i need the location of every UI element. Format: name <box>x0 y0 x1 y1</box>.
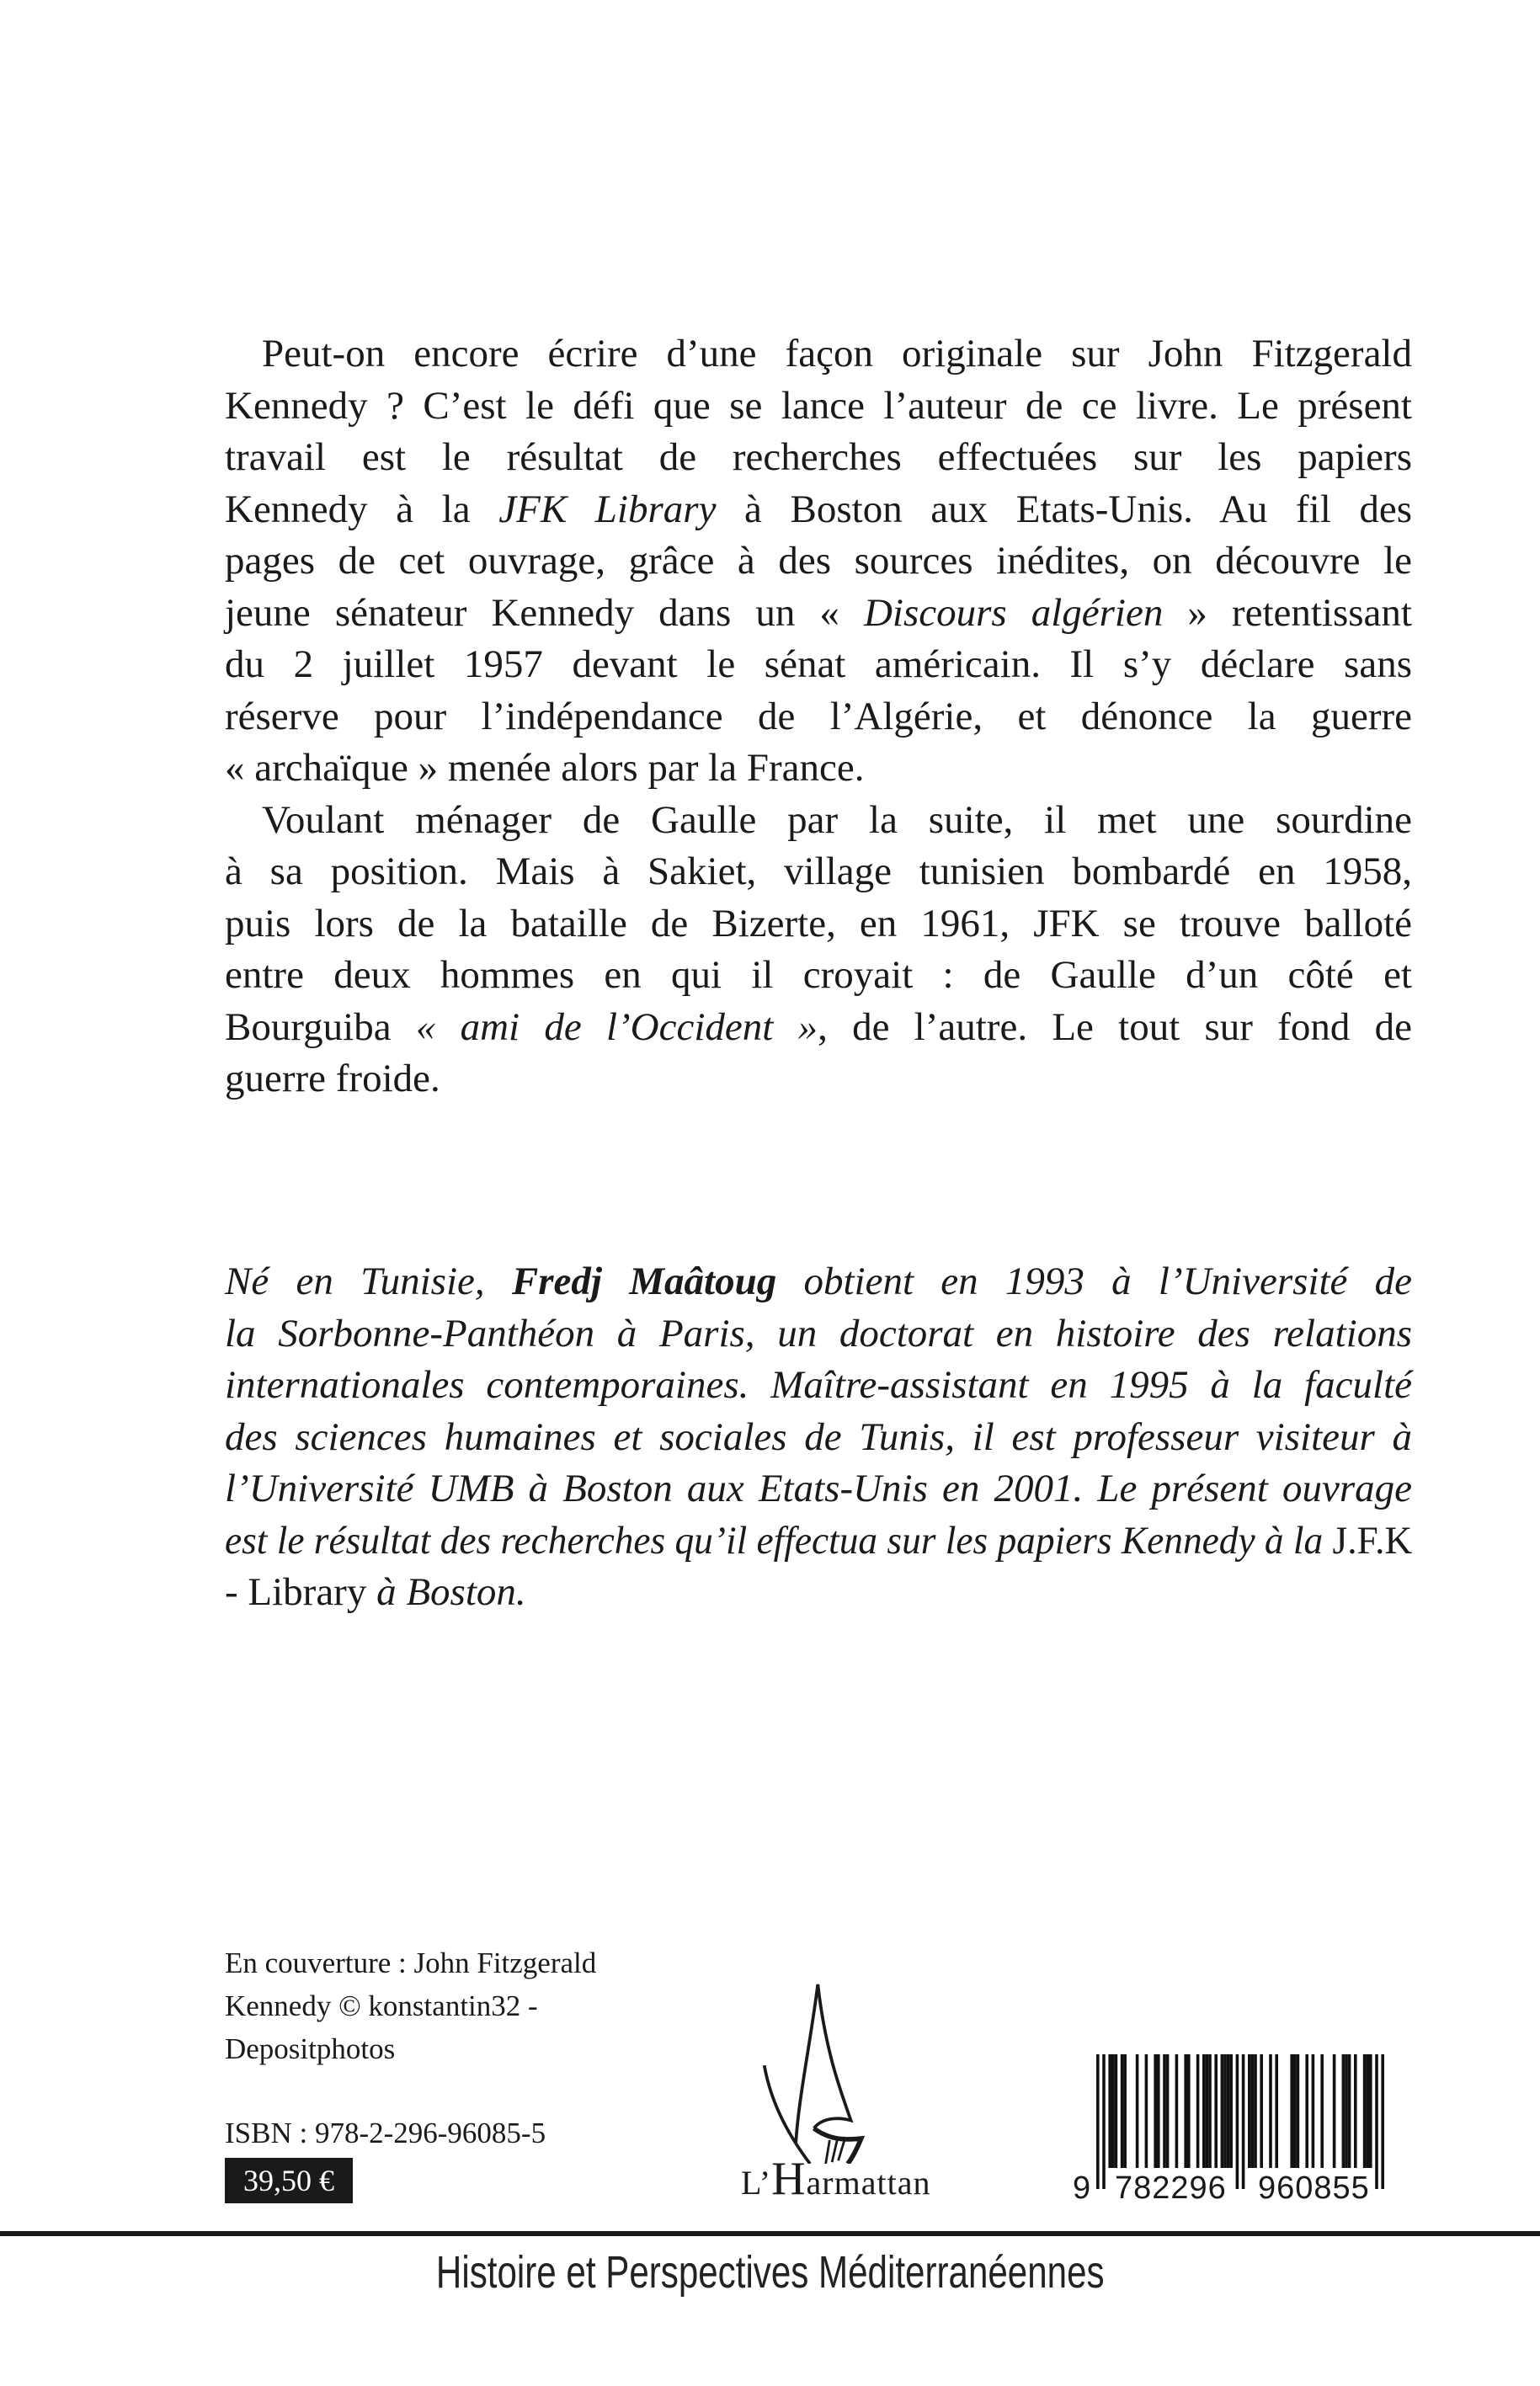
blurb-line: à sa position. Mais à Sakiet, village tunisien bombardé en 1958, <box>225 849 1412 893</box>
bio-line: des sciences humaines et sociales de Tunis, il est professeur visiteur à <box>225 1414 1412 1459</box>
sailboat-icon <box>758 1983 909 2164</box>
barcode-bar <box>1096 2054 1100 2189</box>
credit-line: Depositphotos <box>225 2032 396 2065</box>
author-name: Fredj Maâtoug <box>511 1260 777 1303</box>
barcode-bar <box>1375 2054 1378 2189</box>
credit-line: Kennedy © konstantin32 - <box>225 1989 538 2022</box>
price-tag: 39,50 € <box>225 2158 353 2203</box>
barcode-digits-left: 782296 <box>1111 2171 1230 2205</box>
barcode-bar <box>1251 2054 1255 2168</box>
barcode-bar <box>1187 2054 1191 2168</box>
blurb-line: du 2 juillet 1957 devant le sénat américain. Il s’y déclare sans <box>225 642 1412 686</box>
barcode-bar <box>1348 2054 1351 2168</box>
barcode-digits-right: 960855 <box>1255 2171 1373 2205</box>
divider-rule <box>0 2231 1540 2236</box>
blurb-line: puis lors de la bataille de Bizerte, en 1961, JFK se trouve balloté <box>225 901 1412 945</box>
barcode-bar <box>1123 2054 1127 2168</box>
barcode-bar <box>1175 2054 1179 2168</box>
barcode-bar <box>1293 2054 1297 2168</box>
blurb-line: travail est le résultat de recherches effectuées sur les papiers <box>225 435 1412 479</box>
blurb-line: guerre froide. <box>225 1057 440 1100</box>
barcode-bar <box>1236 2054 1239 2189</box>
barcode-bar <box>1214 2054 1218 2168</box>
barcode-bar <box>1115 2054 1118 2168</box>
barcode-bar <box>1108 2054 1111 2168</box>
barcode-bar <box>1184 2054 1187 2168</box>
discours-title: Discours algérien <box>863 590 1164 635</box>
back-cover-blurb <box>225 328 1412 1105</box>
publisher-name: L’Harmattan <box>741 2153 931 2205</box>
barcode-bar <box>1248 2054 1251 2168</box>
barcode-bar <box>1163 2054 1166 2168</box>
credit-line: En couverture : John Fitzgerald <box>225 1947 597 1979</box>
barcode-bar <box>1145 2054 1148 2168</box>
barcode-bar <box>1354 2054 1357 2168</box>
blurb-line: Voulant ménager de Gaulle par la suite, il met une sourdine <box>262 797 1412 842</box>
barcode-bar <box>1254 2054 1257 2168</box>
bio-line: internationales contemporaines. Maître-assistant en 1995 à la faculté <box>225 1363 1412 1407</box>
barcode-bar <box>1111 2054 1115 2168</box>
blurb-line: jeune sénateur Kennedy dans un « Discours algérien » retentissant <box>225 590 1412 635</box>
blurb-line: entre deux hommes en qui il croyait : de Gaulle d’un côté et <box>225 953 1412 997</box>
blurb-line: réserve pour l’indépendance de l’Algérie, et dénonce la guerre <box>225 694 1412 738</box>
bio-line: la Sorbonne-Panthéon à Paris, un doctorat en histoire des relations <box>225 1311 1412 1355</box>
blurb-line: Kennedy à la JFK Library à Boston aux Etats-Unis. Au fil des <box>225 487 1413 531</box>
bio-line: est le résultat des recherches qu’il effectua sur les papiers Kennedy à la J.F.K <box>225 1518 1413 1563</box>
barcode-bar <box>1342 2054 1346 2168</box>
barcode-bar <box>1157 2054 1160 2168</box>
cover-credits <box>225 1941 596 2070</box>
blurb-line: Peut-on encore écrire d’une façon originale sur John Fitzgerald <box>262 332 1412 375</box>
barcode-bar <box>1221 2054 1224 2168</box>
barcode-bar <box>1369 2054 1372 2168</box>
barcode-bar <box>1242 2054 1245 2189</box>
barcode-bar <box>1202 2054 1206 2168</box>
barcode-bar <box>1312 2054 1315 2168</box>
blurb-line: Bourguiba « ami de l’Occident », de l’autre. Le tout sur fond de <box>225 1004 1412 1049</box>
blurb-line: pages de cet ouvrage, grâce à des sources inédites, on découvre le <box>225 539 1412 583</box>
barcode-bar <box>1345 2054 1348 2168</box>
barcode-bar <box>1102 2054 1106 2189</box>
barcode-bar <box>1363 2054 1367 2168</box>
blurb-line: « archaïque » menée alors par la France. <box>225 746 865 790</box>
barcode-bar <box>1381 2054 1384 2189</box>
barcode-bar <box>1305 2054 1308 2168</box>
blurb-line: Kennedy ? C’est le défi que se lance l’auteur de ce livre. Le présent <box>225 383 1412 428</box>
barcode-bar <box>1290 2054 1293 2168</box>
barcode-bar <box>1320 2054 1324 2168</box>
barcode-bar <box>1154 2054 1157 2168</box>
barcode-bar <box>1366 2054 1369 2168</box>
barcode-bar <box>1227 2054 1230 2168</box>
quote-italic: « ami de l’Occident » <box>415 1004 818 1049</box>
isbn-barcode <box>1073 2054 1406 2206</box>
barcode-bar <box>1223 2054 1227 2168</box>
barcode-bar <box>1275 2054 1278 2168</box>
barcode-digit-first: 9 <box>1073 2170 1091 2206</box>
barcode-bar <box>1229 2054 1233 2168</box>
barcode-bar <box>1260 2054 1263 2168</box>
isbn: ISBN : 978-2-296-96085-5 <box>225 2117 546 2149</box>
series-title: Histoire et Perspectives Méditerranéennes <box>435 2247 1105 2298</box>
barcode-bar <box>1206 2054 1209 2168</box>
barcode-bar <box>1166 2054 1170 2168</box>
barcode-bar <box>1208 2054 1212 2168</box>
barcode-bar <box>1269 2054 1272 2168</box>
publisher-logo <box>741 1983 960 2206</box>
bio-line: l’Université UMB à Boston aux Etats-Unis en 2001. Le présent ouvrage <box>225 1467 1412 1510</box>
bio-line: Né en Tunisie, Fredj Maâtoug obtient en 1993 à l’Université de <box>225 1260 1413 1303</box>
barcode-bar <box>1333 2054 1336 2168</box>
bio-line: - Library à Boston. <box>225 1570 526 1614</box>
barcode-bar <box>1121 2054 1124 2168</box>
barcode-bar <box>1136 2054 1139 2168</box>
barcode-bar <box>1297 2054 1300 2168</box>
barcode-bar <box>1196 2054 1200 2168</box>
author-bio <box>225 1256 1412 1619</box>
jfk-library-title: JFK Library <box>498 487 717 531</box>
